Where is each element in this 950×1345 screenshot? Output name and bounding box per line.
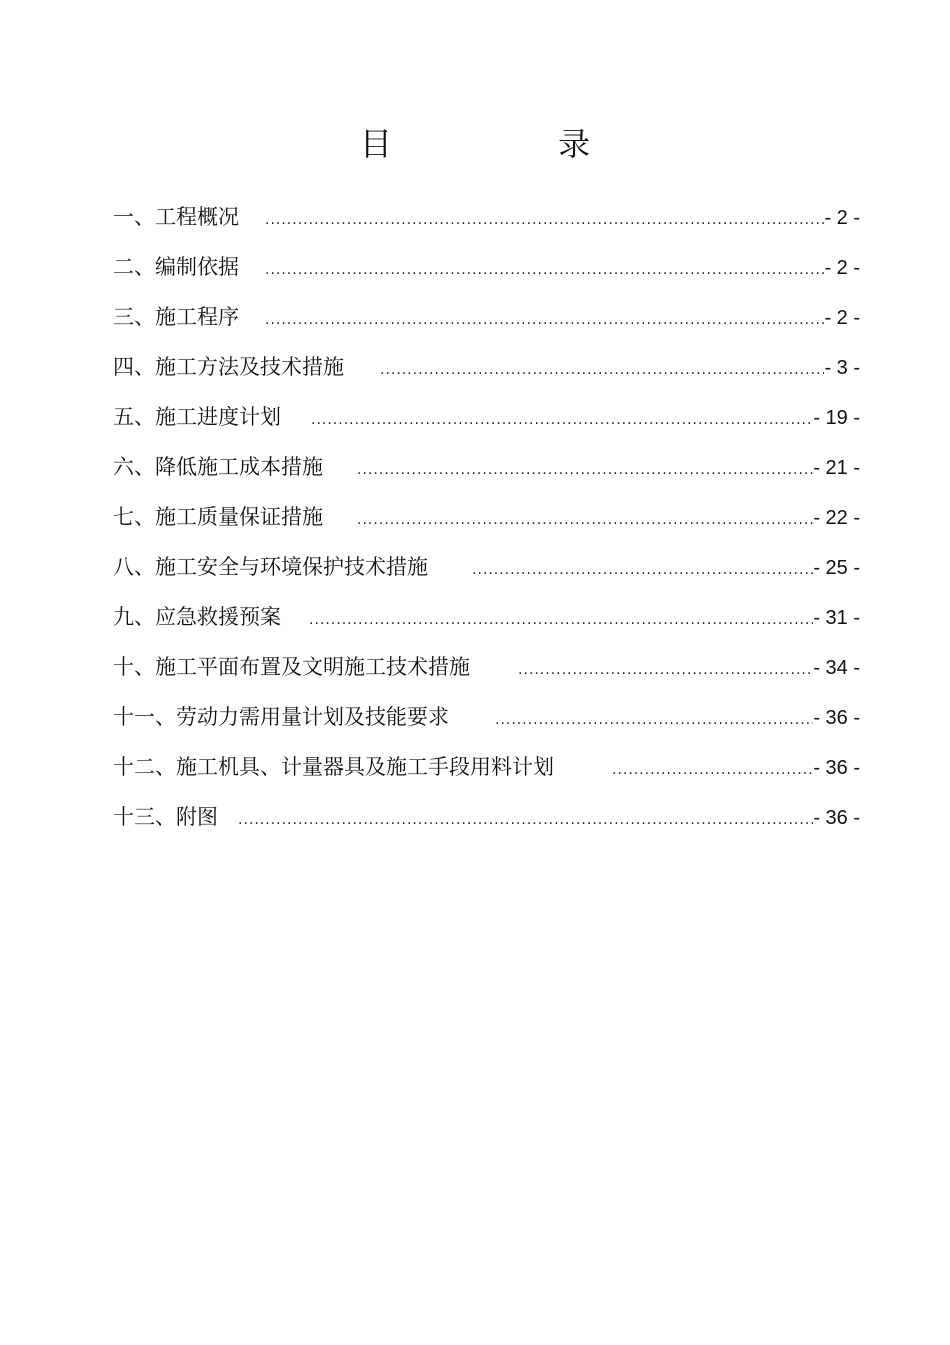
toc-entry-label: 十二、施工机具、计量器具及施工手段用料计划 xyxy=(113,755,554,779)
toc-leader-dots xyxy=(265,245,824,295)
toc-entry-page: - 2 - xyxy=(824,307,860,329)
toc-entry-page: - 36 - xyxy=(813,807,860,829)
toc-entry[interactable] xyxy=(113,542,860,592)
toc-entry-label: 十一、劳动力需用量计划及技能要求 xyxy=(113,705,449,729)
toc-entry-label: 一、工程概况 xyxy=(113,205,239,229)
toc-entry[interactable] xyxy=(113,642,860,692)
toc-leader-dots xyxy=(311,395,813,445)
toc-entry-page: - 34 - xyxy=(813,657,860,679)
toc-entry-label: 五、施工进度计划 xyxy=(113,405,281,429)
toc-entry-label: 十三、附图 xyxy=(113,805,218,829)
toc-leader-dots xyxy=(357,445,813,495)
toc-entry-page: - 3 - xyxy=(824,357,860,379)
toc-entry[interactable] xyxy=(113,392,860,442)
toc-entry-page: - 25 - xyxy=(813,557,860,579)
toc-entry-label: 七、施工质量保证措施 xyxy=(113,505,323,529)
toc-entry-label: 二、编制依据 xyxy=(113,255,239,279)
toc-entry[interactable] xyxy=(113,442,860,492)
toc-leader-dots xyxy=(309,595,813,645)
toc-entry[interactable] xyxy=(113,192,860,242)
toc-entry[interactable] xyxy=(113,292,860,342)
toc-entry[interactable] xyxy=(113,592,860,642)
toc-entry-label: 八、施工安全与环境保护技术措施 xyxy=(113,555,428,579)
toc-entry-label: 九、应急救援预案 xyxy=(113,605,281,629)
toc-entry-page: - 31 - xyxy=(813,607,860,629)
toc-leader-dots xyxy=(518,645,813,695)
toc-entry-page: - 36 - xyxy=(813,757,860,779)
toc-list xyxy=(113,192,860,842)
toc-entry-page: - 19 - xyxy=(813,407,860,429)
toc-entry-page: - 36 - xyxy=(813,707,860,729)
toc-entry-page: - 2 - xyxy=(824,257,860,279)
toc-entry-label: 六、降低施工成本措施 xyxy=(113,455,323,479)
toc-leader-dots xyxy=(238,795,813,845)
toc-entry-page: - 21 - xyxy=(813,457,860,479)
toc-leader-dots xyxy=(265,295,824,345)
toc-title: 目 录 xyxy=(359,125,669,163)
toc-leader-dots xyxy=(357,495,813,545)
toc-entry-label: 四、施工方法及技术措施 xyxy=(113,355,344,379)
toc-entry-label: 三、施工程序 xyxy=(113,305,239,329)
toc-leader-dots xyxy=(472,545,813,595)
toc-entry-page: - 2 - xyxy=(824,207,860,229)
toc-leader-dots xyxy=(380,345,824,395)
toc-entry-label: 十、施工平面布置及文明施工技术措施 xyxy=(113,655,470,679)
toc-entry[interactable] xyxy=(113,342,860,392)
toc-entry-page: - 22 - xyxy=(813,507,860,529)
toc-leader-dots xyxy=(265,195,824,245)
toc-entry[interactable] xyxy=(113,242,860,292)
toc-entry[interactable] xyxy=(113,492,860,542)
toc-entry[interactable] xyxy=(113,792,860,842)
toc-entry[interactable] xyxy=(113,692,860,742)
toc-leader-dots xyxy=(612,745,813,795)
toc-leader-dots xyxy=(495,695,813,745)
toc-entry[interactable] xyxy=(113,742,860,792)
